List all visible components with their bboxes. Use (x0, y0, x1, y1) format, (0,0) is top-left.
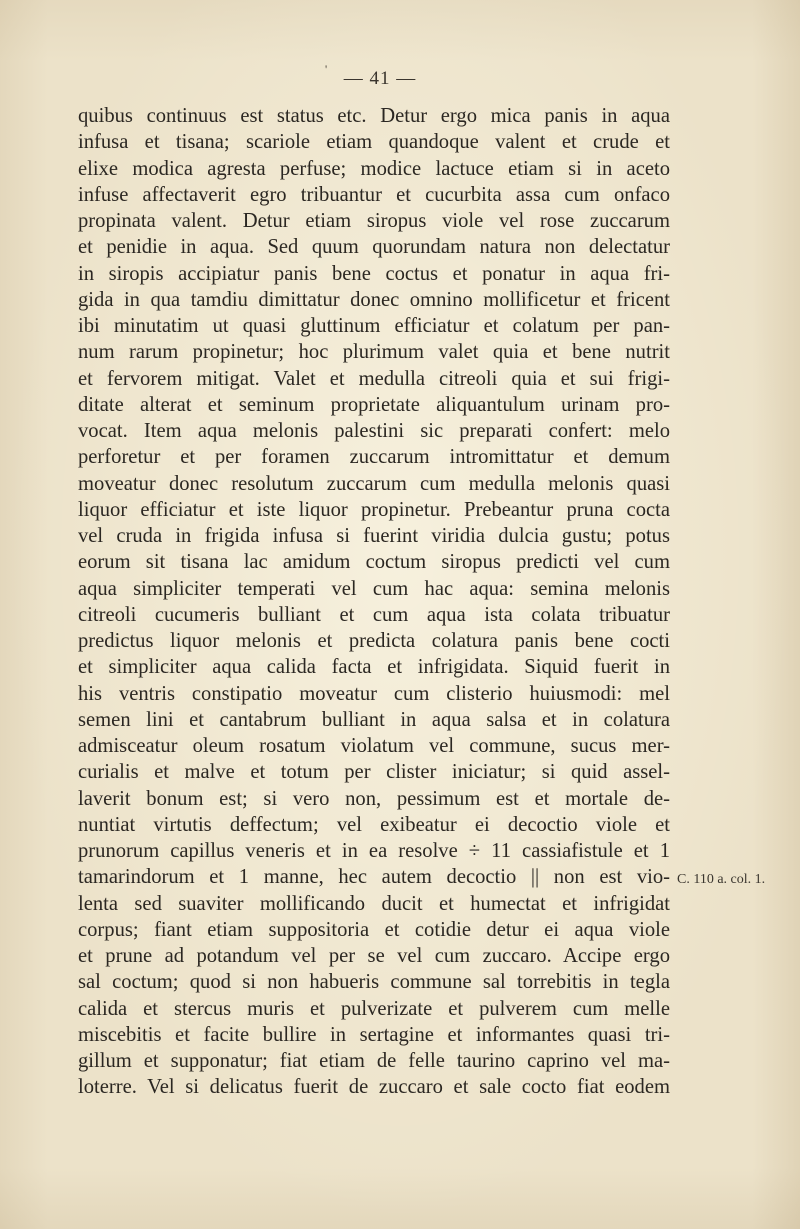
body-text (78, 103, 670, 1101)
text-line: nuntiat virtutis deffectum; vel exibeatur ei decoctio viole et (78, 813, 670, 836)
text-line: ibi minutatim ut quasi gluttinum efficiatur et colatum per pan- (78, 315, 670, 337)
text-line: eorum sit tisana lac amidum coctum siropus predicti vel cum (78, 551, 670, 574)
text-line: admisceatur oleum rosatum violatum vel commune, sucus mer- (78, 735, 670, 757)
text-line: vocat. Item aqua melonis palestini sic preparati confert: melo (78, 420, 670, 442)
text-line: ditate alterat et seminum proprietate aliquantulum urinam pro- (78, 393, 670, 416)
text-line: in siropis accipiatur panis bene coctus et ponatur in aqua fri- (78, 262, 670, 285)
text-line: calida et stercus muris et pulverizate et pulverem cum melle (78, 997, 670, 1020)
text-line: et simpliciter aqua calida facta et infrigidata. Siquid fuerit in (78, 656, 670, 679)
text-line: lenta sed suaviter mollificando ducit et humectat et infrigidat (78, 892, 670, 915)
text-line: et penidie in aqua. Sed quum quorundam natura non delectatur (78, 236, 670, 259)
text-line: num rarum propinetur; hoc plurimum valet quia et bene nutrit (78, 341, 670, 364)
text-line: perforetur et per foramen zuccarum intromittatur et demum (78, 446, 670, 469)
text-line: infusa et tisana; scariole etiam quandoque valent et crude et (78, 131, 670, 154)
text-line: et prune ad potandum vel per se vel cum zuccaro. Accipe ergo (78, 945, 670, 967)
text-line: his ventris constipatio moveatur cum clisterio huiusmodi: mel (78, 682, 670, 705)
text-line: predictus liquor melonis et predicta colatura panis bene cocti (78, 630, 670, 652)
text-line: quibus continuus est status etc. Detur ergo mica panis in aqua (78, 105, 670, 127)
text-line: laverit bonum est; si vero non, pessimum est et mortale de- (78, 787, 670, 810)
text-line: infuse affectaverit egro tribuantur et cucurbita assa cum onfaco (78, 183, 670, 206)
text-line: liquor efficiatur et iste liquor propinetur. Prebeantur pruna cocta (78, 498, 670, 521)
text-line: semen lini et cantabrum bulliant in aqua salsa et in colatura (78, 708, 670, 731)
text-line: gida in qua tamdiu dimittatur donec omnino mollificetur et fricent (78, 288, 670, 311)
text-line: moveatur donec resolutum zuccarum cum medulla melonis quasi (78, 472, 670, 495)
stray-ink-mark: ' (325, 62, 328, 76)
text-line: et fervorem mitigat. Valet et medulla citreoli quia et sui frigi- (78, 367, 670, 390)
text-line: miscebitis et facite bullire in sertagine et informantes quasi tri- (78, 1023, 670, 1046)
text-line: curialis et malve et totum per clister iniciatur; si quid assel- (78, 761, 670, 784)
text-line: prunorum capillus veneris et in ea resolve ÷ 11 cassiafistule et 1 (78, 840, 670, 862)
text-line: loterre. Vel si delicatus fuerit de zuccaro et sale cocto fiat eodem (78, 1076, 670, 1099)
text-line: propinata valent. Detur etiam siropus viole vel rose zuccarum (78, 210, 670, 232)
text-line: tamarindorum et 1 manne, hec autem decoctio || non est vio- (78, 866, 670, 889)
text-line: elixe modica agresta perfuse; modice lactuce etiam si in aceto (78, 157, 670, 180)
text-line: gillum et supponatur; fiat etiam de felle taurino caprino vel ma- (78, 1050, 670, 1072)
text-line: aqua simpliciter temperati vel cum hac aqua: semina melonis (78, 577, 670, 600)
text-line: corpus; fiant etiam suppositoria et cotidie detur ei aqua viole (78, 918, 670, 941)
text-line: citreoli cucumeris bulliant et cum aqua ista colata tribuatur (78, 603, 670, 626)
text-line: vel cruda in frigida infusa si fuerint viridia dulcia gustu; potus (78, 525, 670, 547)
margin-reference-note: C. 110 a. col. 1. (677, 872, 766, 887)
page-number: — 41 — (343, 68, 417, 89)
text-line: sal coctum; quod si non habueris commune sal torrebitis in tegla (78, 971, 670, 994)
